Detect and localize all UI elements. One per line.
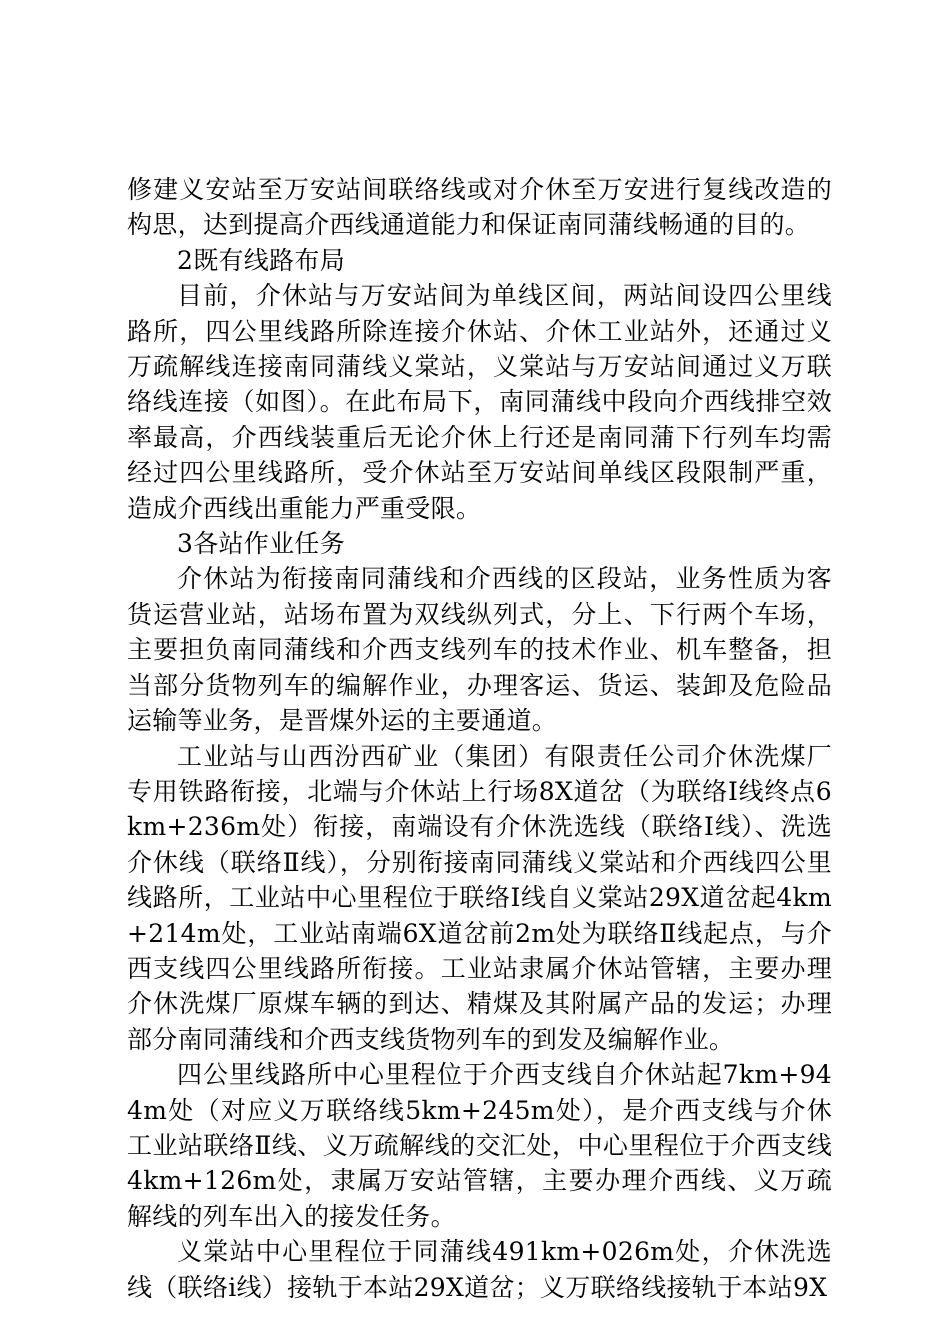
paragraph-existing-layout: 目前，介休站与万安站间为单线区间，两站间设四公里线路所，四公里线路所除连接介休站、介休工业站外，还通过义万疏解线连接南同蒲线义棠站，义棠站与万安站间通过义万联络线连接（如图）。在此布局下，南同蒲线中段向介西线排空效率最高，介西线装重后无论介休上行还是南同蒲下行列车均需经过四公里线路所，受介休站至万安站间单线区段限制严重，造成介西线出重能力严重受限。 bbox=[127, 281, 832, 523]
paragraph-intro-continued: 修建义安站至万安站间联络线或对介休至万安进行复线改造的构思，达到提高介西线通道能力和保证南同蒲线畅通的目的。 bbox=[127, 175, 832, 240]
paragraph-jiexiu-station: 介休站为衔接南同蒲线和介西线的区段站，业务性质为客货运营业站，站场布置为双线纵列式，分上、下行两个车场，主要担负南同蒲线和介西支线列车的技术作业、机车整备，担当部分货物列车的编解作业，办理客运、货运、装卸及危险品运输等业务，是晋煤外运的主要通道。 bbox=[127, 564, 832, 736]
section-heading-existing-layout: 2既有线路布局 bbox=[177, 245, 346, 275]
paragraph-four-km-post: 四公里线路所中心里程位于介西支线自介休站起7km+944m处（对应义万联络线5km+245m处），是介西支线与介休工业站联络Ⅱ线、义万疏解线的交汇处，中心里程位于介西支线4km+126m处，隶属万安站管辖，主要办理介西线、义万疏解线的列车出入的接发任务。 bbox=[127, 1060, 832, 1231]
paragraph-industrial-station: 工业站与山西汾西矿业（集团）有限责任公司介休洗煤厂专用铁路衔接，北端与介休站上行场8X道岔（为联络Ⅰ线终点6km+236m处）衔接，南端设有介休洗选线（联络Ⅰ线）、洗选介休线（联络Ⅱ线），分别衔接南同蒲线义棠站和介西线四公里线路所，工业站中心里程位于联络Ⅰ线自义棠站29X道岔起4km+214m处，工业站南端6X道岔前2m处为联络Ⅱ线起点，与介西支线四公里线路所衔接。工业站隶属介休站管辖，主要办理介休洗煤厂原煤车辆的到达、精煤及其附属产品的发运；办理部分南同蒲线和介西支线货物列车的到发及编解作业。 bbox=[127, 741, 832, 1054]
document-page bbox=[127, 172, 832, 1305]
section-heading-station-tasks: 3各站作业任务 bbox=[177, 529, 346, 559]
paragraph-yitang-station: 义棠站中心里程位于同蒲线491km+026m处，介休洗选线（联络ⅰ线）接轨于本站29X道岔；义万联络线接轨于本站9X bbox=[127, 1237, 832, 1302]
